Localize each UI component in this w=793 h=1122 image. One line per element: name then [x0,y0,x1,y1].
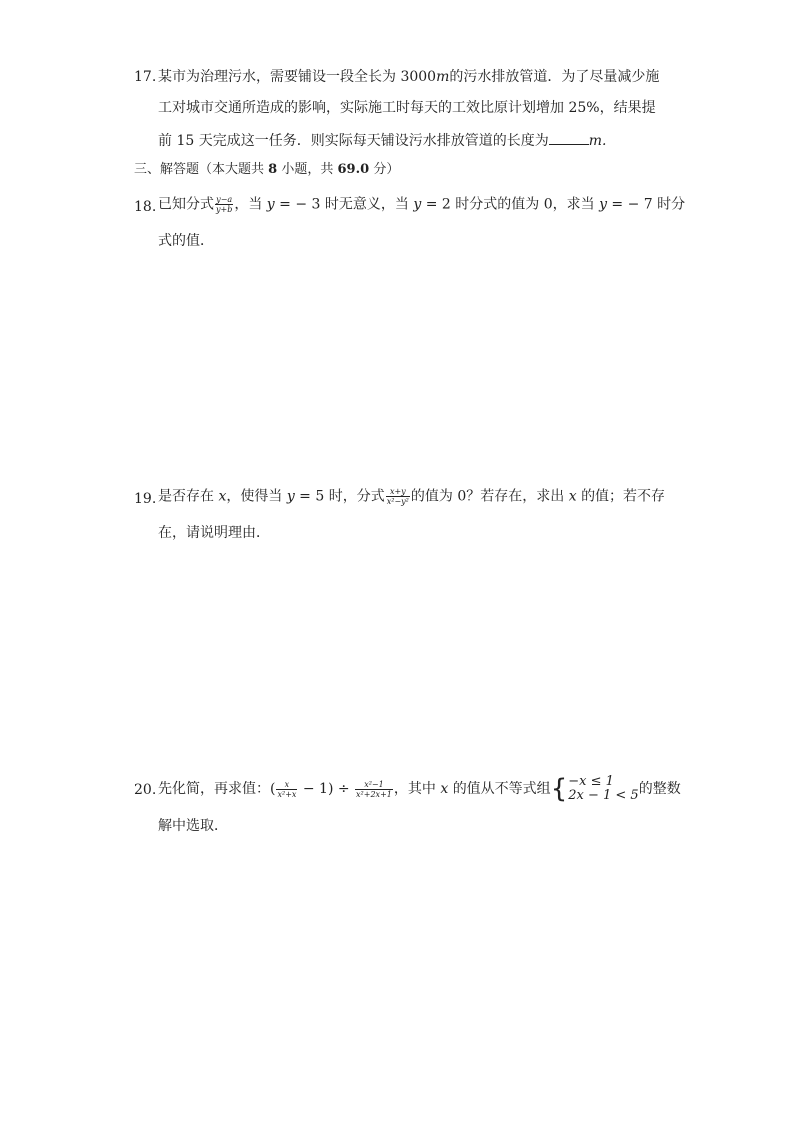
fraction: $\frac{x}{\text{x²+x}}$ [277,779,297,799]
question-19-line-2: 在，请说明理由． [158,525,270,541]
question-17-line-3: 前 15 天完成这一任务．则实际每天铺设污水排放管道的长度为 m. [158,130,606,150]
question-17-line-2: 工对城市交通所造成的影响，实际施工时每天的工效比原计划增加 25%，结果提 [158,100,656,116]
answer-blank[interactable] [549,130,589,145]
fraction: $\frac{\text{x²−1}}{\text{x²+2x+1}}$ [356,779,392,799]
question-18-number: 18. [134,199,157,215]
question-18-line-2: 式的值． [158,233,214,249]
question-17-line-1: 某市为治理污水，需要铺设一段全长为 3000m的污水排放管道．为了尽量减少施 [158,69,660,85]
question-19-line-1: 是否存在 x，使得当 y = 5 时，分式 $\frac{x+y}{\text{x²−y²}}$ 的值为 0？若存在，求出 x 的值；若不存 [158,487,666,506]
question-20-line-1: 先化简，再求值：( $\frac{x}{\text{x²+x}}$ − 1) ÷ $\frac{\text{x²−1}}{\text{x²+2x+1}}$ ，其中 x 的值从不等式组 { −x ≤ 1 2x − 1 < 5 的整数 [158,774,681,804]
question-17-number: 17. [134,69,157,85]
fraction: $\frac{x+y}{\text{x²−y²}}$ [386,487,409,506]
inequality-system: { −x ≤ 1 2x − 1 < 5 [550,774,639,804]
question-20-line-2: 解中选取． [158,818,228,834]
fraction: $\frac{y-a}{y+b}$ [216,195,233,214]
question-18-line-1: 已知分式 $\frac{y-a}{y+b}$ ，当 y = − 3 时无意义，当 y = 2 时分式的值为 0，求当 y = − 7 时分 [158,195,686,214]
question-19-number: 19. [134,491,157,507]
question-20-number: 20. [134,782,157,798]
section-3-heading: 三、解答题（本大题共 8 小题，共 69.0 分） [134,162,400,177]
